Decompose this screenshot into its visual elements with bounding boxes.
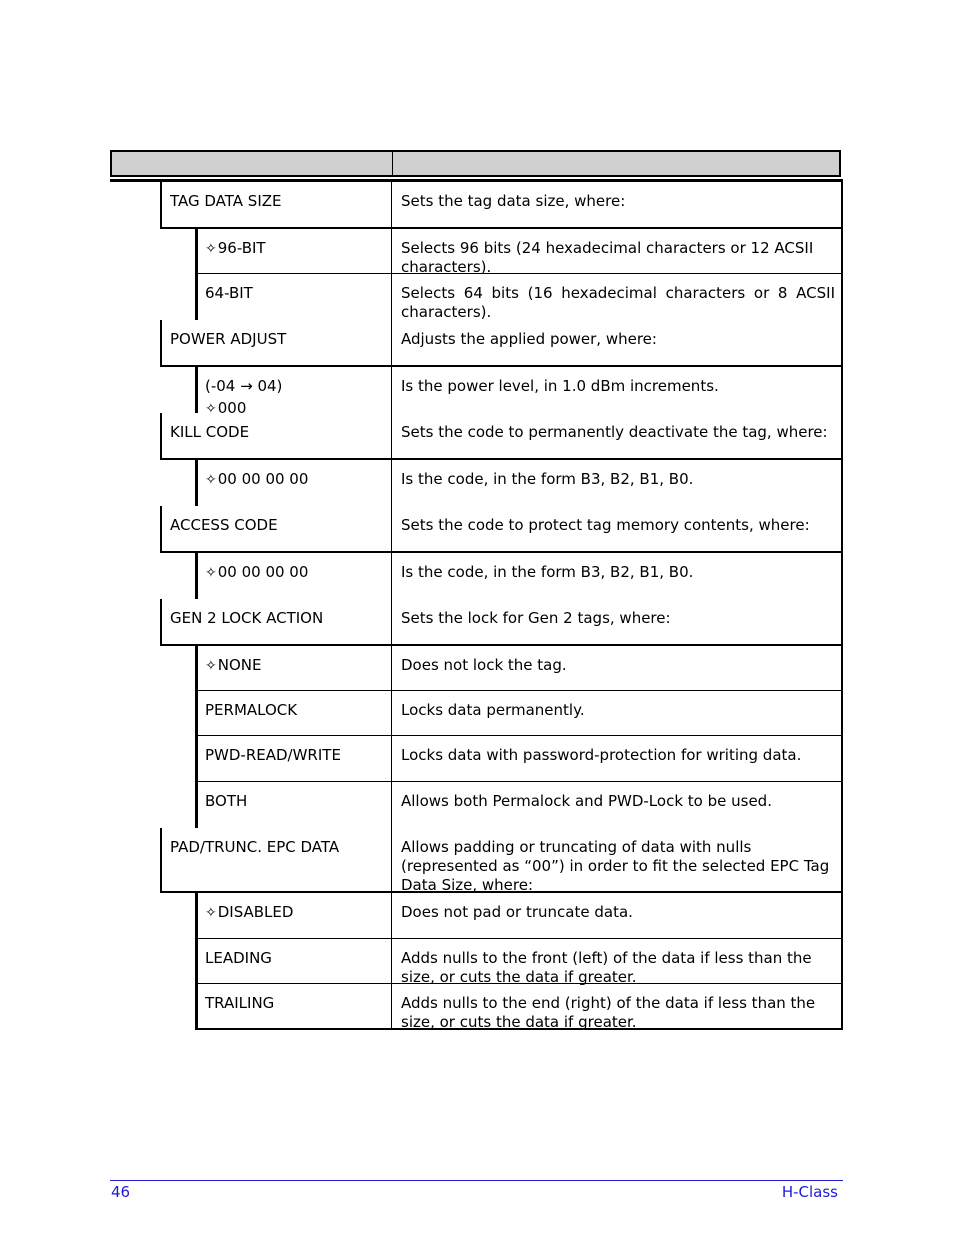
column-divider [391, 320, 392, 367]
default-marker-icon: ✧ [205, 401, 217, 417]
description-text: Is the code, in the form B3, B2, B1, B0. [401, 563, 694, 581]
setting-name [170, 609, 323, 628]
setting-name [170, 838, 339, 857]
column-divider [391, 274, 392, 320]
option-label: BOTH [205, 792, 248, 810]
setting-name [170, 330, 286, 349]
table-row [0, 274, 954, 320]
option-label: POWER ADJUST [170, 330, 287, 348]
default-marker-icon: ✧ [205, 905, 217, 921]
column-divider [391, 182, 392, 229]
option-label: 00 00 00 00 [217, 470, 309, 488]
description-text: Selects 64 bits (16 hexadecimal characters or 8 ACSII characters). [401, 284, 835, 321]
option-label: 96-BIT [217, 239, 266, 257]
column-divider [391, 646, 392, 691]
option-label: DISABLED [217, 903, 294, 921]
table-row [0, 229, 954, 274]
description-text: Adjusts the applied power, where: [401, 330, 657, 348]
option-name [205, 949, 272, 968]
description-text: Allows padding or truncating of data with nulls (represented as “00”) in order to fit the selected EPC Tag Data Size, where: [401, 838, 830, 894]
description-text: Adds nulls to the end (right) of the data if less than the size, or cuts the data if greater. [401, 994, 816, 1031]
table-row [0, 553, 954, 599]
column-divider [391, 828, 392, 893]
option-label: PERMALOCK [205, 701, 298, 719]
default-marker-icon: ✧ [205, 472, 217, 488]
table-row [0, 413, 954, 460]
header-divider [392, 152, 393, 175]
description-text: Locks data permanently. [401, 701, 585, 719]
column-divider [391, 229, 392, 274]
option-label: KILL CODE [170, 423, 250, 441]
option-name [205, 701, 297, 720]
column-divider [391, 984, 392, 1030]
footer-title: H-Class [781, 1183, 838, 1201]
option-label: PAD/TRUNC. EPC DATA [170, 838, 340, 856]
default-marker-icon: ✧ [205, 565, 217, 581]
description-text: Selects 96 bits (24 hexadecimal characters or 12 ACSII characters). [401, 239, 814, 276]
default-marker-icon: ✧ [205, 658, 217, 674]
option-label: TAG DATA SIZE [170, 192, 282, 210]
setting-name [170, 192, 282, 211]
column-divider [391, 367, 392, 413]
settings-table [0, 182, 954, 1030]
description-text: Allows both Permalock and PWD-Lock to be used. [401, 792, 772, 810]
description-text: Does not pad or truncate data. [401, 903, 633, 921]
page-number: 46 [111, 1183, 131, 1201]
table-row [0, 506, 954, 553]
description-text: Is the code, in the form B3, B2, B1, B0. [401, 470, 694, 488]
description-text: Sets the tag data size, where: [401, 192, 626, 210]
column-divider [391, 413, 392, 460]
option-label: PWD-READ/WRITE [205, 746, 341, 764]
option-label: NONE [217, 656, 262, 674]
column-divider [391, 506, 392, 553]
column-divider [391, 553, 392, 599]
table-row [0, 828, 954, 893]
option-label: (-04 → 04) [205, 377, 283, 395]
option-name [205, 792, 247, 811]
option-label: TRAILING [205, 994, 275, 1012]
table-row [0, 691, 954, 736]
column-divider [391, 782, 392, 828]
table-row [0, 782, 954, 828]
column-divider [391, 691, 392, 736]
table-row [0, 984, 954, 1030]
description-text: Does not lock the tag. [401, 656, 567, 674]
column-divider [391, 939, 392, 984]
option-label: ACCESS CODE [170, 516, 278, 534]
footer-rule [110, 1180, 843, 1181]
table-row [0, 182, 954, 229]
table-header [110, 150, 841, 177]
option-default-value: 000 [217, 399, 247, 417]
description-text: Adds nulls to the front (left) of the data if less than the size, or cuts the data if greater. [401, 949, 812, 986]
table-row [0, 893, 954, 939]
table-row [0, 646, 954, 691]
column-divider [391, 893, 392, 939]
option-name [205, 563, 308, 583]
description-text: Sets the lock for Gen 2 tags, where: [401, 609, 671, 627]
option-label: 64-BIT [205, 284, 253, 302]
table-row [0, 736, 954, 782]
option-name [205, 284, 253, 303]
option-name [205, 239, 266, 259]
option-name [205, 994, 274, 1013]
description-text: Sets the code to protect tag memory contents, where: [401, 516, 810, 534]
table-row [0, 939, 954, 984]
setting-name [170, 516, 278, 535]
option-name [205, 656, 261, 676]
table-row [0, 599, 954, 646]
table-row [0, 460, 954, 506]
table-row [0, 320, 954, 367]
default-marker-icon: ✧ [205, 241, 217, 257]
column-divider [391, 460, 392, 506]
option-label: GEN 2 LOCK ACTION [170, 609, 324, 627]
table-row [0, 367, 954, 417]
option-name [205, 903, 293, 923]
description-text: Sets the code to permanently deactivate the tag, where: [401, 423, 828, 441]
option-label: LEADING [205, 949, 272, 967]
column-divider [391, 599, 392, 646]
description-text: Locks data with password-protection for writing data. [401, 746, 802, 764]
option-name [205, 470, 308, 490]
description-text: Is the power level, in 1.0 dBm increments. [401, 377, 719, 395]
setting-name [170, 423, 249, 442]
column-divider [391, 736, 392, 782]
option-label: 00 00 00 00 [217, 563, 309, 581]
option-name [205, 746, 341, 765]
